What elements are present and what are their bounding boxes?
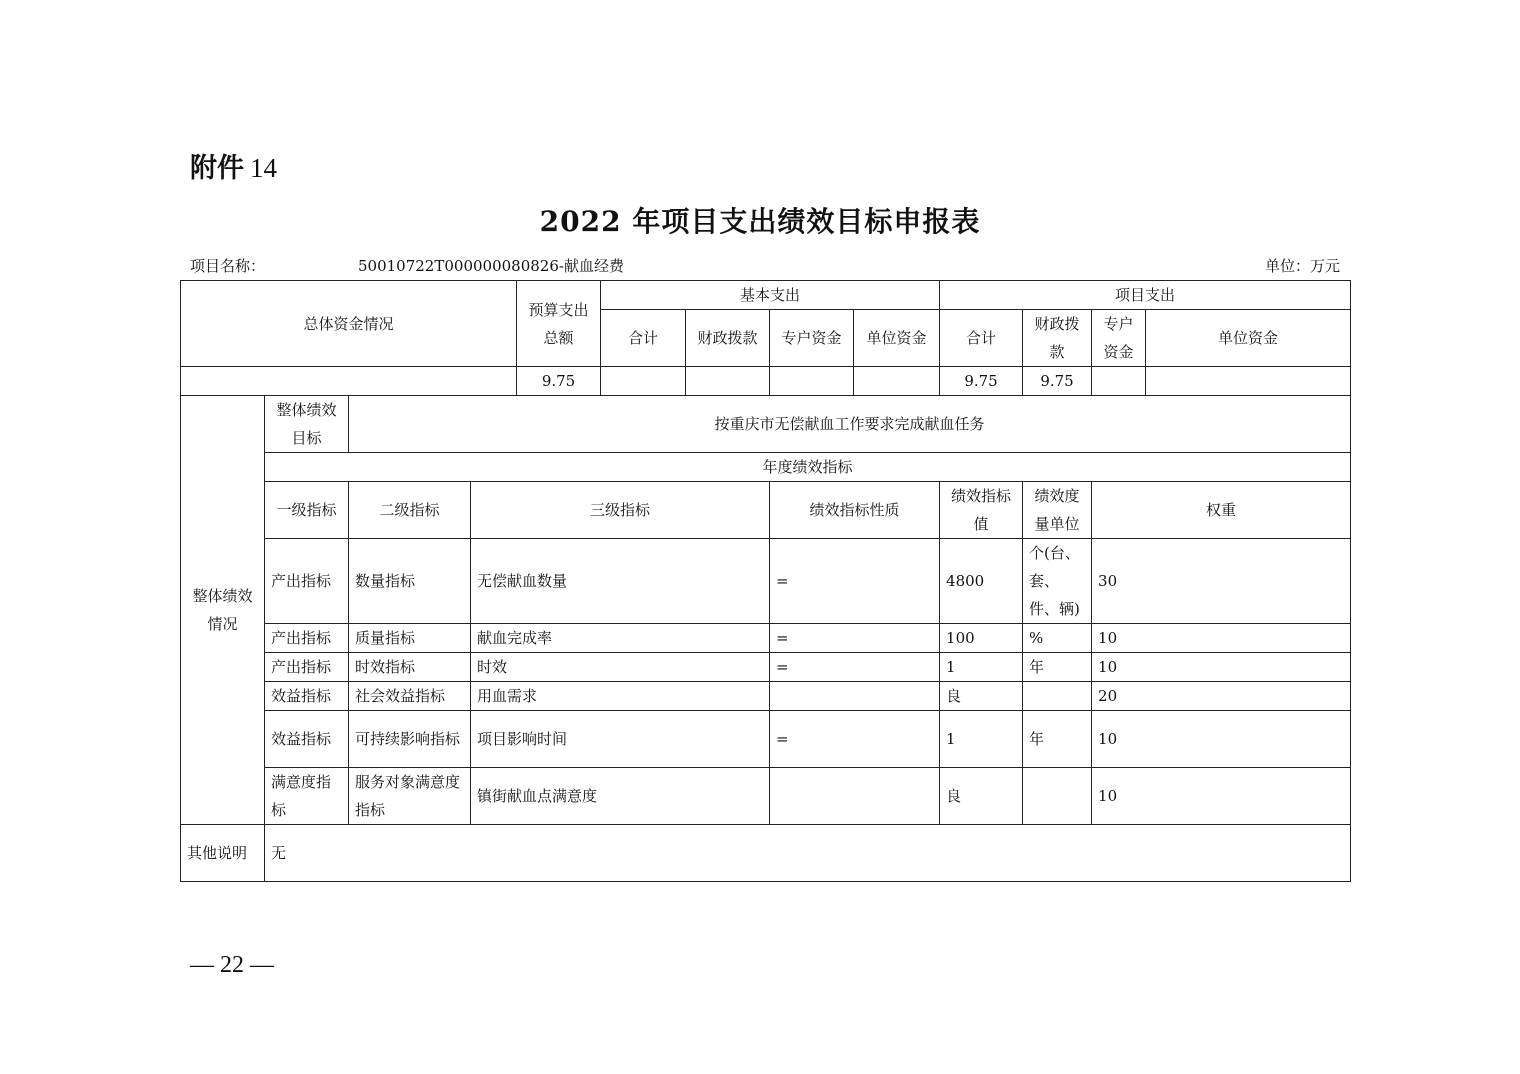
row-level2: 社会效益指标 [349, 682, 471, 711]
value-header: 绩效指标值 [940, 482, 1023, 539]
project-name-label: 项目名称： [190, 257, 266, 275]
row-weight: 10 [1092, 768, 1351, 825]
row-nature: = [770, 624, 940, 653]
row-unit [1023, 682, 1092, 711]
row-level1: 产出指标 [265, 624, 349, 653]
basic-fiscal-header: 财政拨款 [686, 310, 770, 367]
row-weight: 10 [1092, 711, 1351, 768]
basic-total-value [601, 367, 686, 396]
project-total-value: 9.75 [940, 367, 1023, 396]
project-total-header: 合计 [940, 310, 1023, 367]
goal-label: 整体绩效目标 [265, 396, 349, 453]
budget-total-value: 9.75 [517, 367, 601, 396]
row-weight: 20 [1092, 682, 1351, 711]
project-special-value [1092, 367, 1146, 396]
row-level3: 项目影响时间 [471, 711, 770, 768]
project-fiscal-value: 9.75 [1023, 367, 1092, 396]
row-unit [1023, 768, 1092, 825]
project-unit-value [1146, 367, 1351, 396]
row-value: 1 [940, 653, 1023, 682]
unit-header: 绩效度量单位 [1023, 482, 1092, 539]
row-level3: 镇街献血点满意度 [471, 768, 770, 825]
goal-row [181, 396, 1351, 453]
funding-header-row-1 [181, 281, 1351, 310]
row-value: 4800 [940, 539, 1023, 624]
unit-label: 单位：万元 [1264, 257, 1340, 275]
row-nature [770, 768, 940, 825]
row-unit: % [1023, 624, 1092, 653]
row-level1: 效益指标 [265, 711, 349, 768]
basic-special-value [770, 367, 854, 396]
row-unit: 年 [1023, 711, 1092, 768]
row-level1: 产出指标 [265, 539, 349, 624]
row-level2: 质量指标 [349, 624, 471, 653]
row-nature: = [770, 539, 940, 624]
row-level1: 效益指标 [265, 682, 349, 711]
basic-special-header: 专户资金 [770, 310, 854, 367]
project-special-header: 专户资金 [1092, 310, 1146, 367]
attachment-number: 14 [250, 153, 277, 183]
row-value: 良 [940, 768, 1023, 825]
funding-values-row [181, 367, 1351, 396]
row-level2: 可持续影响指标 [349, 711, 471, 768]
row-level3: 献血完成率 [471, 624, 770, 653]
table-row [181, 768, 1351, 825]
row-weight: 10 [1092, 653, 1351, 682]
performance-form-table [180, 280, 1351, 882]
row-level1: 满意度指标 [265, 768, 349, 825]
row-nature: = [770, 653, 940, 682]
project-fiscal-header: 财政拨款 [1023, 310, 1092, 367]
weight-header: 权重 [1092, 482, 1351, 539]
row-unit: 年 [1023, 653, 1092, 682]
table-row [181, 624, 1351, 653]
row-level2: 时效指标 [349, 653, 471, 682]
row-level3: 时效 [471, 653, 770, 682]
row-value: 良 [940, 682, 1023, 711]
table-row [181, 711, 1351, 768]
project-unit-header: 单位资金 [1146, 310, 1351, 367]
row-level2: 数量指标 [349, 539, 471, 624]
indicator-header-row [181, 482, 1351, 539]
row-level3: 无偿献血数量 [471, 539, 770, 624]
basic-unit-header: 单位资金 [854, 310, 940, 367]
attachment-word: 附件 [190, 153, 244, 184]
level1-header: 一级指标 [265, 482, 349, 539]
table-row [181, 653, 1351, 682]
row-nature: = [770, 711, 940, 768]
budget-total-label: 预算支出总额 [517, 281, 601, 367]
basic-fiscal-value [686, 367, 770, 396]
performance-section-label: 整体绩效情况 [181, 396, 265, 825]
level2-header: 二级指标 [349, 482, 471, 539]
page-number: — 22 — [190, 952, 274, 978]
basic-expense-label: 基本支出 [601, 281, 940, 310]
row-level2: 服务对象满意度指标 [349, 768, 471, 825]
row-weight: 10 [1092, 624, 1351, 653]
basic-total-header: 合计 [601, 310, 686, 367]
row-value: 1 [940, 711, 1023, 768]
row-value: 100 [940, 624, 1023, 653]
table-row [181, 682, 1351, 711]
level3-header: 三级指标 [471, 482, 770, 539]
row-nature [770, 682, 940, 711]
row-level3: 用血需求 [471, 682, 770, 711]
row-weight: 30 [1092, 539, 1351, 624]
other-notes-label: 其他说明 [181, 825, 265, 882]
attachment-label [190, 146, 277, 185]
funding-values-spacer [181, 367, 517, 396]
row-level1: 产出指标 [265, 653, 349, 682]
other-notes-text: 无 [265, 825, 1351, 882]
other-notes-row [181, 825, 1351, 882]
row-unit: 个(台、套、件、辆) [1023, 539, 1092, 624]
project-name-value: 50010722T000000080826-献血经费 [358, 257, 624, 275]
annual-indicators-row [181, 453, 1351, 482]
project-expense-label: 项目支出 [940, 281, 1351, 310]
basic-unit-value [854, 367, 940, 396]
annual-indicators-label: 年度绩效指标 [265, 453, 1351, 482]
overall-funding-label: 总体资金情况 [181, 281, 517, 367]
page-title: 2022 年项目支出绩效目标申报表 [539, 205, 981, 238]
goal-text: 按重庆市无偿献血工作要求完成献血任务 [349, 396, 1351, 453]
nature-header: 绩效指标性质 [770, 482, 940, 539]
table-row [181, 539, 1351, 624]
